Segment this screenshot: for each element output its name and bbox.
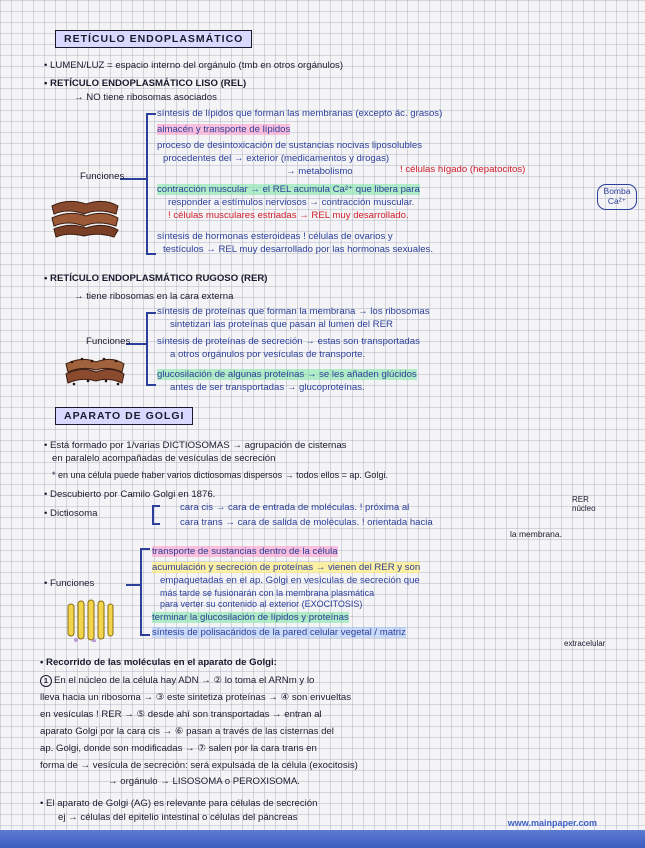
lumen-line: • LUMEN/LUZ = espacio interno del orgánulo (tmb en otros orgánulos): [44, 60, 344, 71]
golgi-function-2b: empaquetadas en el ap. Golgi en vesículas de secreción que: [160, 575, 420, 586]
rel-function-3d: ! células hígado (hepatocitos): [400, 164, 526, 175]
golgi-function-2d: para verter su contenido al exterior (EXOCITOSIS): [160, 599, 363, 609]
recorrido-line-1: 1 En el núcleo de la célula hay ADN → ② lo toma el ARNm y lo: [40, 675, 314, 687]
golgi-function-3: terminar la glucosilación de lípidos y proteínas: [152, 612, 349, 623]
rer-function-1a: síntesis de proteínas que forman la membrana → los ribosomas: [157, 306, 430, 317]
rer-ribosomes: → tiene ribosomas en la cara externa: [74, 291, 234, 302]
golgi-title: APARATO DE GOLGI: [55, 407, 193, 425]
recorrido-line-7: → orgánulo → LISOSOMA o PEROXISOMA.: [108, 776, 300, 787]
recorrido-header: • Recorrido de las moléculas en el aparato de Golgi:: [40, 657, 277, 668]
rer-function-3b: antes de ser transportadas → glucoproteínas.: [170, 382, 365, 393]
rer-header: • RETÍCULO ENDOPLASMÁTICO RUGOSO (RER): [44, 273, 268, 284]
rel-function-4b: responder a estímulos nerviosos → contracción muscular.: [168, 197, 415, 208]
rel-function-3c: → metabolismo: [286, 166, 353, 177]
rough-er-illustration: [62, 356, 128, 390]
rer-nucleo-note: RER núcleo: [572, 495, 596, 514]
golgi-function-1: transporte de sustancias dentro de la célula: [152, 546, 338, 557]
rel-function-4c: ! células musculares estriadas → REL muy desarrollado.: [168, 210, 409, 221]
rel-no-ribosomes: → NO tiene ribosomas asociados: [74, 92, 217, 103]
brand-footer: www.mainpaper.com: [507, 818, 597, 828]
golgi-function-2a: acumulación y secreción de proteínas → vienen del RER y son: [152, 562, 421, 573]
dictiosoma-label: • Dictiosoma: [44, 508, 98, 519]
final-line-2: ej → células del epitelio intestinal o células del páncreas: [58, 812, 298, 823]
recorrido-line-3: en vesículas ! RER → ⑤ desde ahí son transportadas → entran al: [40, 709, 322, 720]
cara-cis: cara cis → cara de entrada de moléculas. ! próxima al: [180, 502, 410, 513]
rer-function-1b: sintetizan las proteínas que pasan al lumen del RER: [170, 319, 393, 330]
rel-function-3a: proceso de desintoxicación de sustancias nocivas liposolubles: [157, 140, 423, 151]
rel-function-1: síntesis de lípidos que forman las membranas (excepto ác. grasos): [157, 108, 443, 119]
golgi-discovered: • Descubierto por Camilo Golgi en 1876.: [44, 489, 216, 500]
er-title: RETÍCULO ENDOPLASMÁTICO: [55, 30, 252, 48]
golgi-bracket-tick: [126, 584, 140, 586]
recorrido-line-6: forma de → vesícula de secreción: será expulsada de la célula (exocitosis): [40, 760, 358, 771]
dictiosoma-bracket: [152, 505, 160, 525]
final-line-1: • El aparato de Golgi (AG) es relevante para células de secreción: [40, 798, 318, 809]
recorrido-line-4: aparato Golgi por la cara cis → ⑥ pasan a través de las cisternas del: [40, 726, 334, 737]
golgi-line-1a: • Está formado por 1/varias DICTIOSOMAS → agrupación de cisternas: [44, 440, 347, 451]
rel-function-3b: procedentes del → exterior (medicamentos y drogas): [163, 153, 390, 164]
rer-functions-bracket: [146, 312, 156, 386]
rel-functions-label: Funciones: [80, 171, 125, 182]
rer-function-3a: glucosilación de algunas proteínas → se les añaden glúcidos: [157, 369, 417, 380]
rel-function-4a: contracción muscular → el REL acumula Ca²⁺ que libera para: [157, 184, 420, 195]
golgi-functions-label: • Funciones: [44, 578, 95, 589]
golgi-line-1c: * en una célula puede haber varios dictiosomas dispersos → todos ellos = ap. Golgi.: [52, 470, 388, 480]
rel-function-5a: síntesis de hormonas esteroideas ! células de ovarios y: [157, 231, 393, 242]
rel-header: • RETÍCULO ENDOPLASMÁTICO LISO (REL): [44, 78, 247, 89]
golgi-line-1b: en paralelo acompañadas de vesículas de secreción: [52, 453, 276, 464]
golgi-function-2c: más tarde se fusionarán con la membrana plasmática: [160, 588, 375, 598]
rer-function-2a: síntesis de proteínas de secreción → estas son transportadas: [157, 336, 420, 347]
golgi-function-4: síntesis de polisacáridos de la pared celular vegetal / matriz: [152, 627, 406, 638]
rel-functions-bracket: [146, 113, 156, 255]
rer-functions-label: Funciones: [86, 336, 131, 347]
golgi-functions-bracket: [140, 548, 150, 636]
rel-function-2: almacén y transporte de lípidos: [157, 124, 291, 135]
cara-trans: cara trans → cara de salida de moléculas. ! orientada hacia: [180, 517, 433, 528]
golgi-function-4b: extracelular: [564, 639, 606, 648]
smooth-er-illustration: [48, 196, 122, 240]
recorrido-line-2: lleva hacia un ribosoma → ③ este sintetiza proteínas → ④ son envueltas: [40, 692, 352, 703]
membrana-note: la membrana.: [510, 529, 562, 539]
bomba-ca-note: Bomba Ca²⁺: [597, 184, 637, 210]
rer-function-2b: a otros orgánulos por vesículas de transporte.: [170, 349, 366, 360]
rel-function-5b: testículos → REL muy desarrollado por las hormonas sexuales.: [163, 244, 433, 255]
golgi-illustration: [64, 598, 114, 642]
page-bottom-strip: [0, 830, 645, 848]
recorrido-line-5: ap. Golgi, donde son modificadas → ⑦ salen por la cara trans en: [40, 743, 317, 754]
